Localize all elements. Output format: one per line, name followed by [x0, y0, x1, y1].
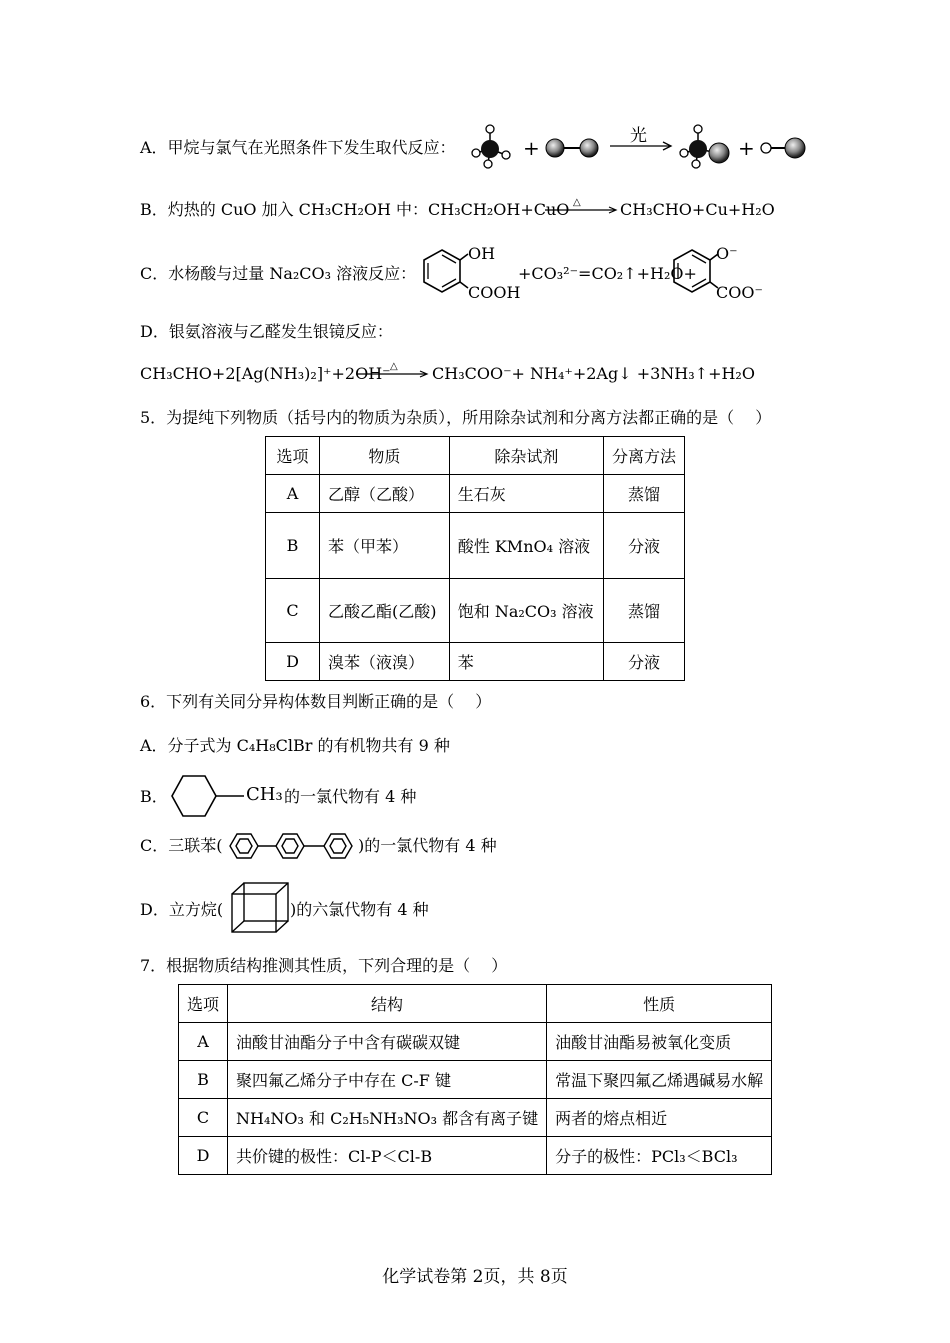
table-row — [179, 1061, 772, 1099]
table-cell: 苯 — [449, 643, 603, 681]
table-cell: 饱和 Na₂CO₃ 溶液 — [449, 579, 603, 643]
reaction-arrow-icon — [356, 369, 430, 379]
reaction-arrow-icon — [545, 205, 619, 215]
q4-a-condition: 光 — [630, 126, 647, 146]
table-header-row — [266, 437, 685, 475]
table-row — [266, 513, 685, 579]
table-cell: 溴苯（液溴） — [320, 643, 450, 681]
table-header-row — [179, 985, 772, 1023]
table-header: 分离方法 — [603, 437, 684, 475]
table-header: 选项 — [266, 437, 320, 475]
table-row — [266, 643, 685, 681]
table-row — [179, 1099, 772, 1137]
table-row — [179, 1137, 772, 1175]
q7-stem: 7．根据物质结构推测其性质，下列合理的是（ ） — [140, 956, 508, 975]
q6-option-a: A．分子式为 C₄H₈ClBr 的有机物共有 9 种 — [140, 736, 450, 755]
table-header: 物质 — [320, 437, 450, 475]
hydrogen-chloride-icon — [760, 136, 810, 160]
table-cell: 常温下聚四氟乙烯遇碱易水解 — [547, 1061, 772, 1099]
q4-option-c — [140, 264, 416, 284]
reaction-arrow-icon — [610, 140, 674, 152]
terphenyl-structure-icon — [228, 831, 358, 861]
q4-c-cooh-label: COOH — [468, 283, 521, 302]
chlorine-molecule-icon — [545, 136, 601, 160]
table-row — [179, 1023, 772, 1061]
page-footer: 化学试卷第 2页，共 8页 — [382, 1267, 568, 1287]
table-cell: 分液 — [603, 513, 684, 579]
q6-option-c-tail: )的一氯代物有 4 种 — [358, 836, 497, 855]
table-cell: D — [179, 1137, 228, 1175]
q6-option-b-label: B． — [140, 787, 168, 806]
q4-option-b-products: CH₃CHO+Cu+H₂O — [620, 200, 775, 219]
table-header: 性质 — [547, 985, 772, 1023]
q4-c-o-label: O⁻ — [716, 244, 738, 263]
q7-table — [178, 984, 772, 1175]
table-cell: 乙醇（乙酸） — [320, 475, 450, 513]
table-cell: C — [179, 1099, 228, 1137]
q4-option-b — [140, 200, 569, 220]
q6-b-ch3: CH₃ — [246, 784, 283, 805]
q4-option-a-text: A．甲烷与氯气在光照条件下发生取代反应： — [140, 138, 456, 157]
table-row — [266, 579, 685, 643]
table-cell: 两者的熔点相近 — [547, 1099, 772, 1137]
q4-a-plus-2: + — [738, 136, 755, 160]
q6-option-c-label: C．三联苯( — [140, 836, 223, 855]
salicylic-acid-structure-icon — [412, 242, 472, 302]
q4-option-c-text: C．水杨酸与过量 Na₂CO₃ 溶液反应： — [140, 264, 417, 283]
chloromethane-model-icon — [678, 122, 736, 172]
table-cell: NH₄NO₃ 和 C₂H₅NH₃NO₃ 都含有离子键 — [228, 1099, 547, 1137]
q4-a-plus-1: + — [523, 136, 540, 160]
table-cell: A — [266, 475, 320, 513]
table-cell: 蒸馏 — [603, 475, 684, 513]
table-header: 选项 — [179, 985, 228, 1023]
table-cell: 生石灰 — [449, 475, 603, 513]
table-cell: B — [266, 513, 320, 579]
methane-model-icon — [470, 122, 520, 172]
q4-b-condition: △ — [573, 197, 581, 208]
methylcyclohexane-structure-icon — [170, 774, 250, 818]
table-cell: C — [266, 579, 320, 643]
table-header: 除杂试剂 — [449, 437, 603, 475]
q4-c-middle: +CO₃²⁻=CO₂↑+H₂O+ — [518, 264, 697, 283]
q4-d-condition: △ — [390, 361, 398, 372]
q6-option-b-tail: 的一氯代物有 4 种 — [284, 787, 417, 806]
table-cell: 蒸馏 — [603, 579, 684, 643]
table-cell: 苯（甲苯） — [320, 513, 450, 579]
q6-option-d-label: D．立方烷( — [140, 900, 224, 919]
q4-d-right: CH₃COO⁻+ NH₄⁺+2Ag↓ +3NH₃↑+H₂O — [432, 364, 755, 383]
table-cell: 油酸甘油酯易被氧化变质 — [547, 1023, 772, 1061]
table-cell: 共价键的极性：Cl-P＜Cl-B — [228, 1137, 547, 1175]
table-cell: 酸性 KMnO₄ 溶液 — [449, 513, 603, 579]
q6-stem: 6．下列有关同分异构体数目判断正确的是（ ） — [140, 692, 492, 711]
q6-option-d-tail: )的六氯代物有 4 种 — [290, 900, 429, 919]
q5-stem: 5．为提纯下列物质（括号内的物质为杂质），所用除杂试剂和分离方法都正确的是（ ） — [140, 408, 772, 427]
q4-option-d: D．银氨溶液与乙醛发生银镜反应： — [140, 322, 393, 341]
q4-option-a — [140, 138, 456, 158]
q4-c-oh-label: OH — [468, 244, 496, 263]
q4-c-coo-label: COO⁻ — [716, 283, 763, 302]
table-header: 结构 — [228, 985, 547, 1023]
q4-d-left: CH₃CHO+2[Ag(NH₃)₂]⁺+2OH⁻ — [140, 364, 391, 383]
q5-table — [265, 436, 685, 681]
q4-option-b-text: B．灼热的 CuO 加入 CH₃CH₂OH 中：CH₃CH₂OH+CuO — [140, 200, 570, 219]
table-cell: 油酸甘油酯分子中含有碳碳双键 — [228, 1023, 547, 1061]
table-row — [266, 475, 685, 513]
table-cell: A — [179, 1023, 228, 1061]
table-cell: 聚四氟乙烯分子中存在 C-F 键 — [228, 1061, 547, 1099]
cubane-structure-icon — [228, 880, 294, 936]
table-cell: 分液 — [603, 643, 684, 681]
table-cell: D — [266, 643, 320, 681]
table-cell: 乙酸乙酯(乙酸) — [320, 579, 450, 643]
table-cell: B — [179, 1061, 228, 1099]
table-cell: 分子的极性：PCl₃＜BCl₃ — [547, 1137, 772, 1175]
salicylate-structure-icon — [662, 242, 722, 302]
